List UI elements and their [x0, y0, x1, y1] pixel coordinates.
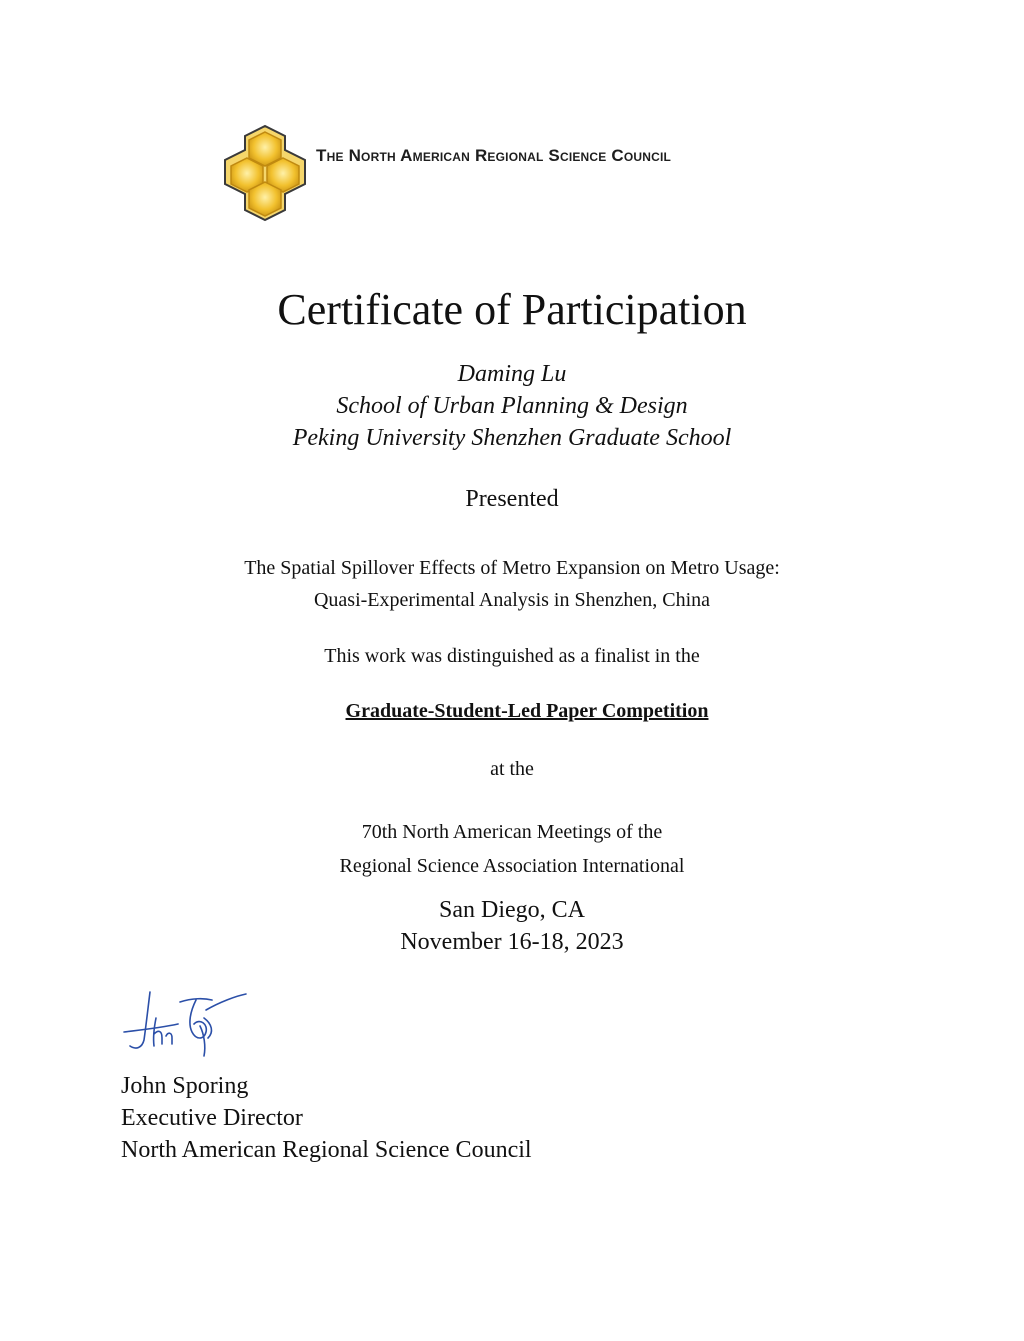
recipient-name: Daming Lu: [457, 361, 567, 387]
paper-title: [0, 552, 1024, 616]
recipient-block: [0, 358, 1024, 454]
signatory-block: [121, 1070, 532, 1166]
recipient-department: School of Urban Planning & Design: [336, 393, 688, 419]
meeting-line-1: 70th North American Meetings of the: [361, 821, 663, 843]
honeycomb-logo-icon: [220, 124, 310, 224]
at-the-text: at the: [490, 758, 534, 780]
competition-name-wrapper: [15, 700, 1024, 723]
organization-name: The North American Regional Science Council: [316, 146, 672, 165]
paper-title-line-1: The Spatial Spillover Effects of Metro Expansion on Metro Usage:: [244, 557, 780, 579]
paper-title-line-2: Quasi-Experimental Analysis in Shenzhen, China: [313, 589, 711, 611]
certificate-title: Certificate of Participation: [277, 285, 747, 334]
competition-name: Graduate-Student-Led Paper Competition: [345, 700, 709, 722]
distinction-text: This work was distinguished as a finalist in the: [324, 645, 700, 667]
meeting-line-2: Regional Science Association International: [339, 855, 685, 877]
signatory-role: Executive Director: [121, 1105, 303, 1131]
signatory-organization: North American Regional Science Council: [121, 1137, 532, 1163]
presented-label: Presented: [465, 486, 559, 512]
signatory-name: John Sporing: [121, 1073, 249, 1099]
meeting-name: [0, 815, 1024, 883]
handwritten-signature-icon: [120, 988, 250, 1060]
event-location: [0, 894, 1024, 958]
event-city: San Diego, CA: [439, 897, 585, 923]
event-dates: November 16-18, 2023: [400, 929, 624, 955]
recipient-institution: Peking University Shenzhen Graduate School: [292, 425, 732, 451]
